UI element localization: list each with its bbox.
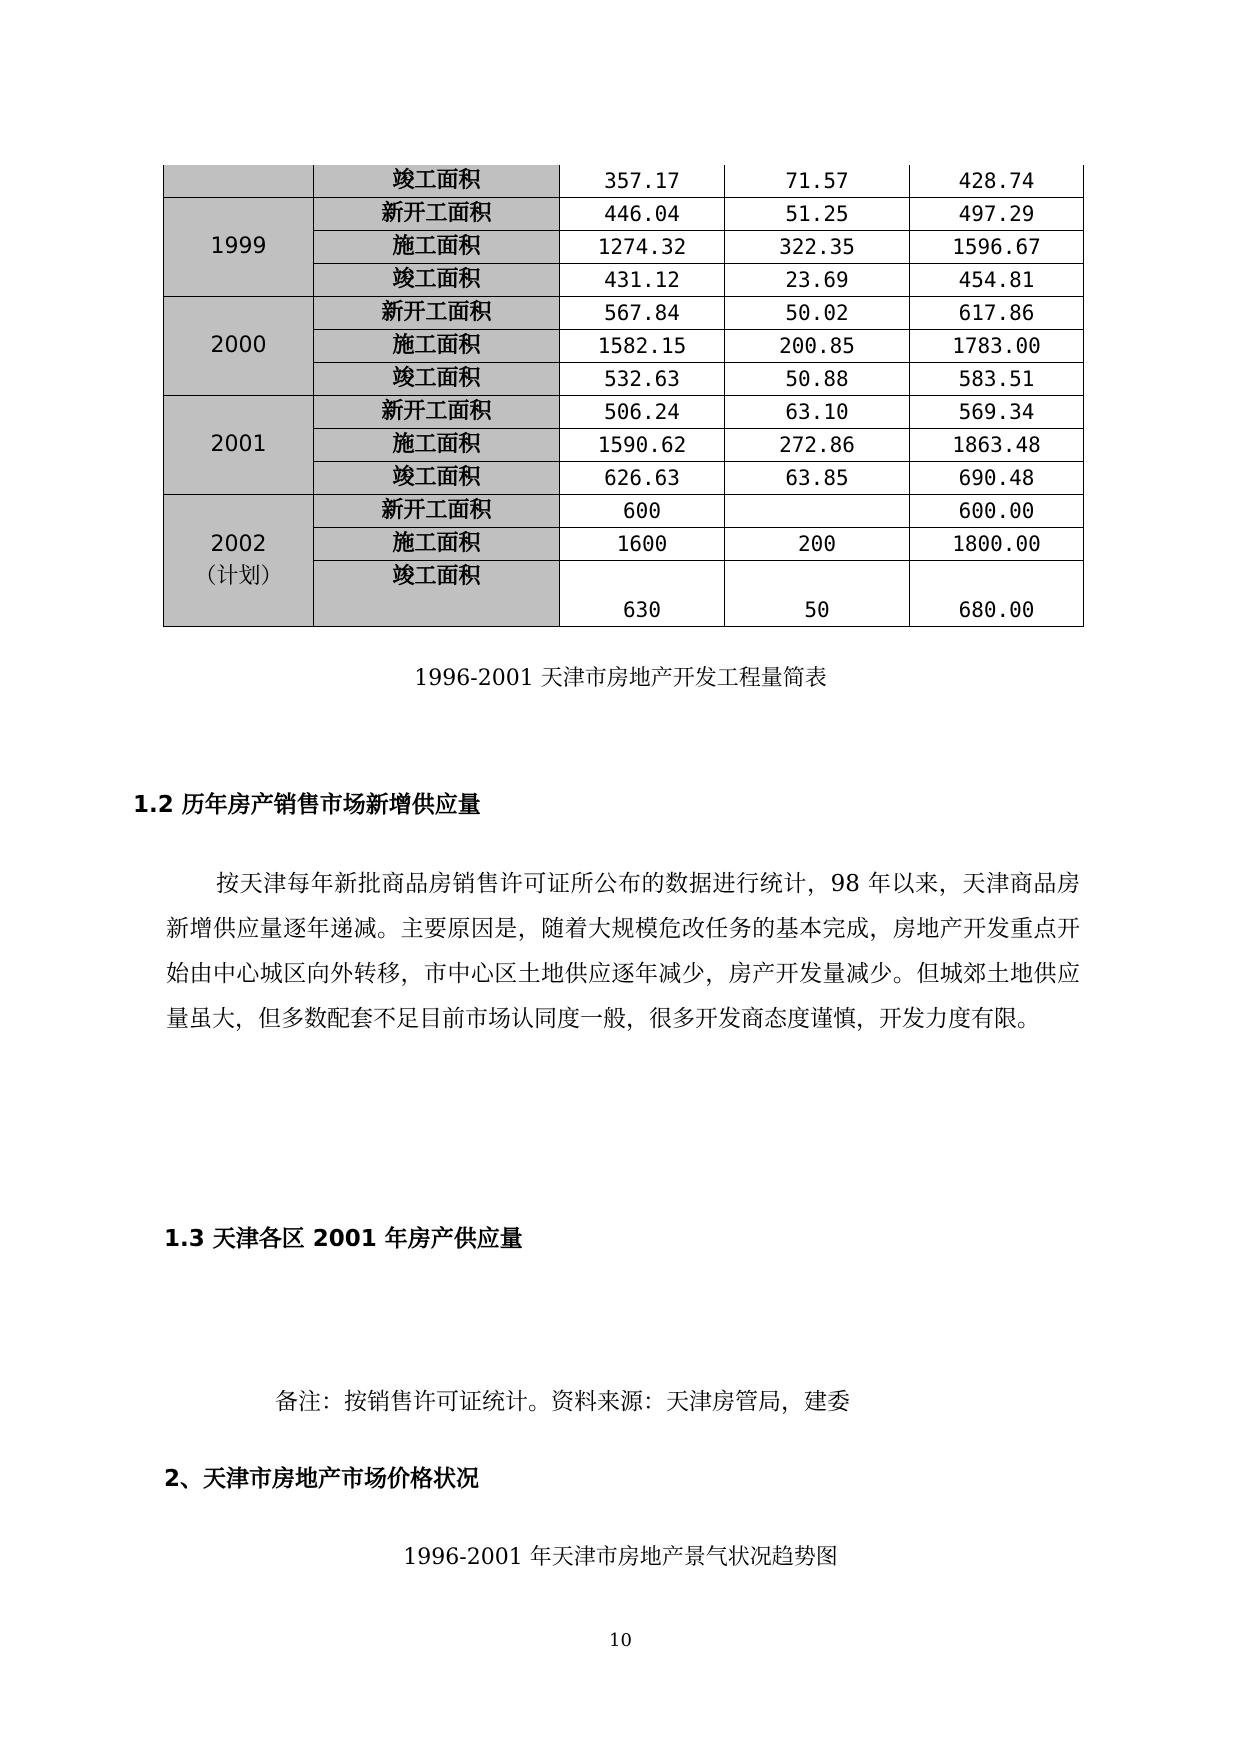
metric-cell: 竣工面积 [314, 462, 560, 495]
value-cell: 23.69 [725, 264, 910, 297]
value-cell [725, 495, 910, 528]
value-cell: 200.85 [725, 330, 910, 363]
value-cell: 600 [560, 495, 725, 528]
page-number: 10 [609, 1630, 632, 1651]
metric-cell: 竣工面积 [314, 165, 560, 198]
value-cell: 617.86 [910, 297, 1084, 330]
metric-cell: 施工面积 [314, 429, 560, 462]
value-cell: 583.51 [910, 363, 1084, 396]
year-cell: 2001 [164, 396, 314, 495]
value-cell: 446.04 [560, 198, 725, 231]
body-paragraph: 按天津每年新批商品房销售许可证所公布的数据进行统计，98 年以来，天津商品房新增供应量逐年递减。主要原因是，随着大规模危改任务的基本完成，房地产开发重点开始由中心城区向外转移，市中心区土地供应逐年减少，房产开发量减少。但城郊土地供应量虽大，但多数配套不足目前市场认同度一般，很多开发商态度谨慎，开发力度有限。 [166, 871, 1080, 1032]
value-cell: 690.48 [910, 462, 1084, 495]
source-note: 备注：按销售许可证统计。资料来源：天津房管局，建委 [275, 1389, 850, 1415]
table-row [164, 198, 1084, 231]
value-cell: 50.88 [725, 363, 910, 396]
year-cell [164, 495, 314, 627]
value-cell: 532.63 [560, 363, 725, 396]
value-cell: 357.17 [560, 165, 725, 198]
metric-cell: 施工面积 [314, 231, 560, 264]
value-cell: 1800.00 [910, 528, 1084, 561]
metric-cell: 竣工面积 [314, 264, 560, 297]
value-cell: 63.85 [725, 462, 910, 495]
metric-cell: 施工面积 [314, 330, 560, 363]
table-caption: 1996-2001 天津市房地产开发工程量简表 [414, 666, 827, 691]
chart-caption: 1996-2001 年天津市房地产景气状况趋势图 [403, 1545, 838, 1570]
value-cell: 1274.32 [560, 231, 725, 264]
value-cell: 1582.15 [560, 330, 725, 363]
value-cell: 454.81 [910, 264, 1084, 297]
year-label: 2002 [210, 531, 267, 557]
year-note: （计划） [194, 563, 283, 589]
value-cell: 50 [725, 561, 910, 627]
metric-cell: 施工面积 [314, 528, 560, 561]
value-cell: 71.57 [725, 165, 910, 198]
section-heading: 1.3 天津各区 2001 年房产供应量 [164, 1226, 523, 1252]
value-cell: 50.02 [725, 297, 910, 330]
section-heading: 1.2 历年房产销售市场新增供应量 [133, 792, 481, 818]
value-cell: 569.34 [910, 396, 1084, 429]
table-row [164, 297, 1084, 330]
metric-cell: 新开工面积 [314, 495, 560, 528]
year-cell: 1999 [164, 198, 314, 297]
value-cell: 272.86 [725, 429, 910, 462]
value-cell: 680.00 [910, 561, 1084, 627]
year-cell: 2000 [164, 297, 314, 396]
value-cell: 1600 [560, 528, 725, 561]
year-cell-continued [164, 165, 314, 198]
metric-cell: 竣工面积 [314, 561, 560, 627]
metric-cell: 竣工面积 [314, 363, 560, 396]
value-cell: 428.74 [910, 165, 1084, 198]
value-cell: 63.10 [725, 396, 910, 429]
value-cell: 506.24 [560, 396, 725, 429]
table-row [164, 396, 1084, 429]
metric-cell: 新开工面积 [314, 198, 560, 231]
value-cell: 626.63 [560, 462, 725, 495]
value-cell: 200 [725, 528, 910, 561]
table-row [164, 165, 1084, 198]
value-cell: 1590.62 [560, 429, 725, 462]
value-cell: 600.00 [910, 495, 1084, 528]
value-cell: 1596.67 [910, 231, 1084, 264]
section-heading: 2、天津市房地产市场价格状况 [164, 1466, 480, 1492]
metric-cell: 新开工面积 [314, 297, 560, 330]
value-cell: 630 [560, 561, 725, 627]
table-row [164, 495, 1084, 528]
value-cell: 1863.48 [910, 429, 1084, 462]
value-cell: 1783.00 [910, 330, 1084, 363]
value-cell: 431.12 [560, 264, 725, 297]
value-cell: 322.35 [725, 231, 910, 264]
value-cell: 497.29 [910, 198, 1084, 231]
value-cell: 51.25 [725, 198, 910, 231]
construction-volume-table [163, 165, 1084, 627]
metric-cell: 新开工面积 [314, 396, 560, 429]
value-cell: 567.84 [560, 297, 725, 330]
